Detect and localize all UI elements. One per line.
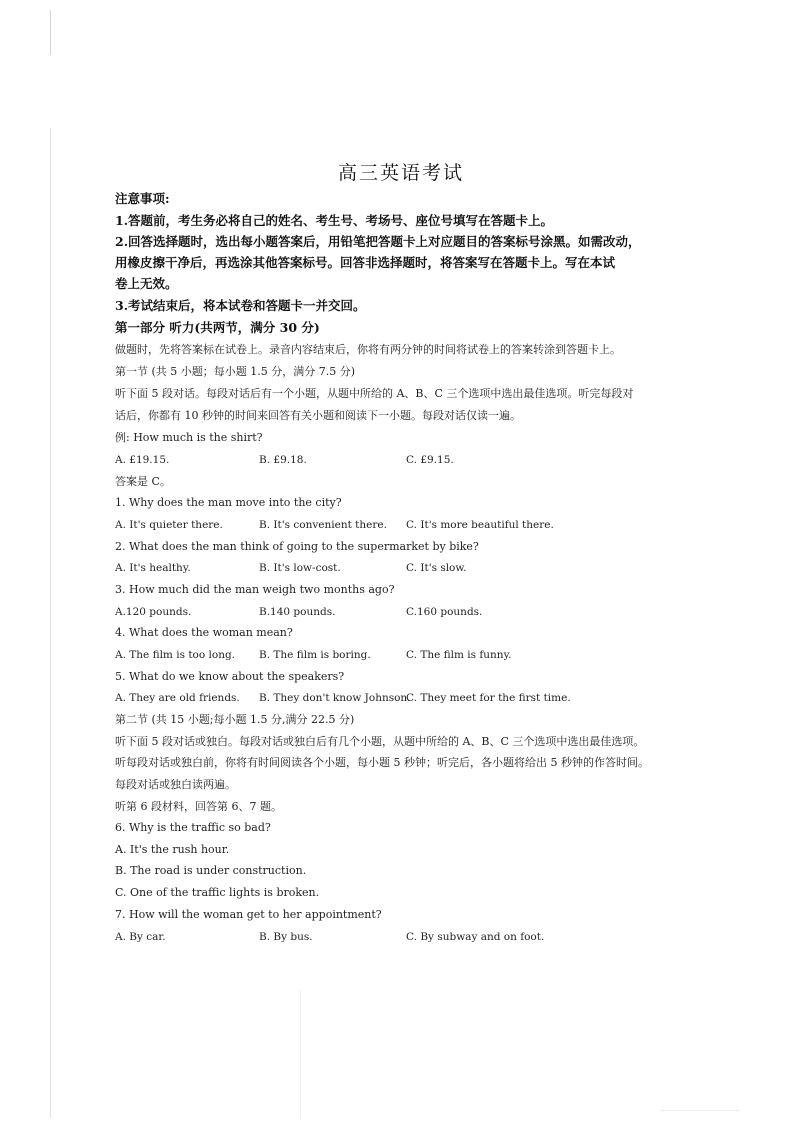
question-2-option-c: C. It's slow. <box>406 562 467 574</box>
question-2-option-b: B. It's low-cost. <box>259 562 341 574</box>
page-edge-line <box>50 10 51 55</box>
paper-fold <box>300 990 301 1118</box>
notice-item-2-line-1: 2.回答选择题时，选出每小题答案后，用铅笔把答题卡上对应题目的答案标号涂黑。如需改动， <box>115 234 641 249</box>
material-6-heading: 听第 6 段材料，回答第 6、7 题。 <box>115 800 282 813</box>
question-2: 2. What does the man think of going to the supermarket by bike? <box>115 540 479 553</box>
section1-text-line-1: 听下面 5 段对话。每段对话后有一个小题，从题中所给的 A、B、C 三个选项中选出最佳选项。听完每段对 <box>115 387 634 400</box>
notice-item-1: 1.答题前，考生务必将自己的姓名、考生号、考场号、座位号填写在答题卡上。 <box>115 213 554 228</box>
question-4: 4. What does the woman mean? <box>115 626 293 639</box>
notice-item-2-line-3: 卷上无效。 <box>115 276 178 291</box>
question-3: 3. How much did the man weigh two months ago? <box>115 583 395 596</box>
question-1: 1. Why does the man move into the city? <box>115 496 342 509</box>
question-4-option-c: C. The film is funny. <box>406 649 512 661</box>
example-option-c: C. £9.15. <box>406 454 454 466</box>
question-6-option-c: C. One of the traffic lights is broken. <box>115 886 320 899</box>
question-5-option-c: C. They meet for the first time. <box>406 692 571 704</box>
question-3-option-b: B.140 pounds. <box>259 606 336 618</box>
notice-heading: 注意事项: <box>115 191 170 206</box>
part1-heading: 第一部分 听力(共两节，满分 30 分) <box>115 320 320 335</box>
question-5-option-a: A. They are old friends. <box>115 692 240 704</box>
section2-text-line-3: 每段对话或独白读两遍。 <box>115 778 236 791</box>
section1-heading: 第一节 (共 5 小题；每小题 1.5 分，满分 7.5 分) <box>115 365 356 378</box>
section2-text-line-1: 听下面 5 段对话或独白。每段对话或独白后有几个小题，从题中所给的 A、B、C 三个选项中选出最佳选项。 <box>115 735 645 748</box>
question-4-option-b: B. The film is boring. <box>259 649 371 661</box>
question-3-option-c: C.160 pounds. <box>406 606 483 618</box>
section2-heading: 第二节 (共 15 小题;每小题 1.5 分,满分 22.5 分) <box>115 713 355 726</box>
section1-text-line-2: 话后，你都有 10 秒钟的时间来回答有关小题和阅读下一小题。每段对话仅读一遍。 <box>115 409 521 422</box>
question-4-option-a: A. The film is too long. <box>115 649 236 661</box>
section2-text-line-2: 听每段对话或独白前，你将有时间阅读各个小题，每小题 5 秒钟；听完后，各小题将给出 5 秒钟的作答时间。 <box>115 756 649 769</box>
part1-instruction: 做题时，先将答案标在试卷上。录音内容结束后，你将有两分钟的时间将试卷上的答案转涂到答题卡上。 <box>115 343 621 356</box>
question-1-option-b: B. It's convenient there. <box>259 519 387 531</box>
question-1-option-a: A. It's quieter there. <box>115 519 223 531</box>
question-6: 6. Why is the traffic so bad? <box>115 821 271 834</box>
example-option-b: B. £9.18. <box>259 454 307 466</box>
question-1-option-c: C. It's more beautiful there. <box>406 519 554 531</box>
question-7-option-c: C. By subway and on foot. <box>406 931 545 943</box>
example-answer: 答案是 C。 <box>115 475 171 488</box>
paper-fold <box>660 1110 740 1111</box>
question-6-option-a: A. It's the rush hour. <box>115 843 230 856</box>
question-7-option-b: B. By bus. <box>259 931 313 943</box>
question-5: 5. What do we know about the speakers? <box>115 670 345 683</box>
page-edge-line <box>50 128 51 1118</box>
question-7: 7. How will the woman get to her appointment? <box>115 908 382 921</box>
question-2-option-a: A. It's healthy. <box>115 562 191 574</box>
notice-item-3: 3.考试结束后，将本试卷和答题卡一并交回。 <box>115 298 366 313</box>
exam-title: 高三英语考试 <box>337 162 464 184</box>
example-option-a: A. £19.15. <box>115 454 170 466</box>
question-7-option-a: A. By car. <box>115 931 166 943</box>
question-5-option-b: B. They don't know Johnson. <box>259 692 411 704</box>
example-question: 例: How much is the shirt? <box>115 431 263 444</box>
question-6-option-b: B. The road is under construction. <box>115 864 307 877</box>
notice-item-2-line-2: 用橡皮擦干净后，再选涂其他答案标号。回答非选择题时，将答案写在答题卡上。写在本试 <box>115 255 616 270</box>
question-3-option-a: A.120 pounds. <box>115 606 192 618</box>
